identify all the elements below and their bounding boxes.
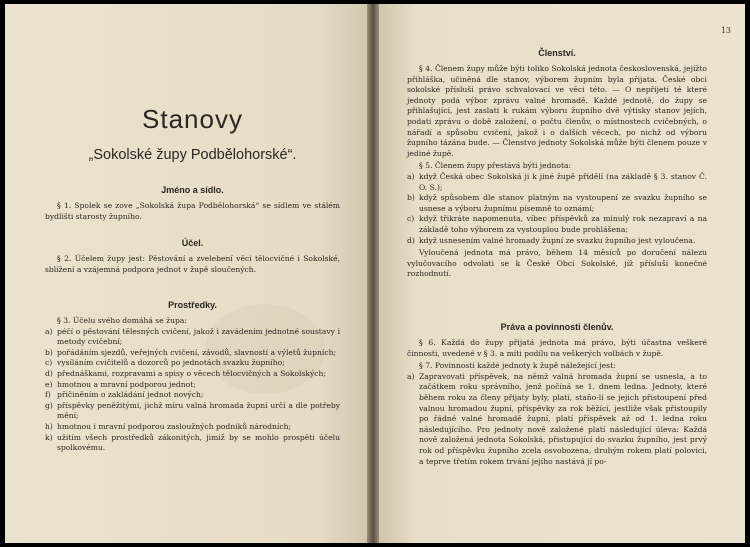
book-spread	[5, 4, 745, 543]
list-item: d) když usnesením valné hromady župní ze svazku župního jest vyloučena.	[407, 235, 696, 245]
section-intro: § 7. Povinnosti každé jednoty k župě náležející jest:	[419, 361, 616, 371]
document-title: Stanovy	[142, 104, 243, 134]
list-item: b) pořádáním sjezdů, veřejných cvičení, závodů, slavností a výletů župních;	[45, 347, 337, 357]
list-item: b) když spůsobem dle stanov platným na vystoupení ze svazku župního se usnese a výboru župnímu písemně to oznámí;	[407, 193, 707, 213]
section-heading: Prostředky.	[168, 300, 217, 310]
section-text: § 4. Členem župy může býti toliko Sokolská jednota československá, jejížto přihláška, učiněná dle stanov, výborem župním byla přijata. České obci sokolské přísluší právo schvalovací ve věci této. — O nepřijetí té které jednoty podá výbor zprávu valné hromadě. Každé jednotě, do župy se přihlašující, jest zaslati k rukám výboru župního dvě výtisky stanov jejích, podati zprávu o době založení, o počtu členův, o místnostech cvičebných, o nářadí a spůsobu cvičení, jakož i o dalších věcech, po nichž od výboru župního tázána bude. — Členstvo jednoty Sokolská může býti členem pouze v jediné župě.	[407, 64, 707, 158]
list-item: a) péčí o pěstování tělesných cvičení, jakož i zavádením jednotné soustavy i metody cvičební;	[45, 326, 340, 347]
list-item: h) hmotnou i mravní podporou zasloužných podniků národních;	[45, 421, 292, 431]
section-heading: Jméno a sídlo.	[161, 185, 224, 195]
section-heading: Účel.	[181, 238, 204, 248]
section-heading: Členství.	[538, 48, 576, 58]
section-ucel	[45, 238, 340, 275]
section-text: § 2. Účelem župy jest: Pěstování a zvelebení věci tělocvičné i Sokolské, sblížení a vzájemná podpora jednot v župě sloučených.	[45, 254, 340, 274]
list-item: a) když Česká obec Sokolská ji k jiné župě přidělí (na základě § 3. stanov Č. O. S.);	[407, 171, 707, 192]
section-prava	[407, 322, 707, 467]
document-subtitle: „Sokolské župy Podbělohorské“.	[88, 147, 297, 163]
section-jmeno	[45, 185, 340, 222]
section-intro: § 5. Členem župy přestává býti jednota:	[419, 161, 572, 171]
page-number: 13	[720, 26, 731, 35]
list-item: e) hmotnou a mravní podporou jednot;	[45, 379, 196, 389]
section-text: § 1. Spolek se zove „Sokolská župa Podbělohorská“ se sídlem ve stálém bydlišti starosty župního.	[45, 201, 340, 221]
list-item: c) vysíláním cvičitelů a dozorců po jednotách svazku župního;	[45, 358, 285, 368]
list-item: f) přičiněním o zakládání jednot nových;	[45, 390, 204, 400]
list-item: k) užitím všech prostředků zákonitých, jimiž by se mohlo prospěti účelu spolkovému.	[45, 432, 340, 453]
section-heading: Práva a povinnosti členův.	[500, 322, 614, 332]
list-item: g) příspěvky peněžitými, jichž míru valná hromada župní určí a dle potřeby mění;	[45, 400, 340, 421]
section-intro: § 3. Účelu svého domáhá se župa:	[57, 316, 187, 325]
section-closing: Vyloučená jednota má právo, během 14 měsíců po doručení nálezu vylučovacího odvolati se k České Obci Sokolské, jíž přísluší konečné rozhodnutí.	[407, 248, 707, 279]
section-text: § 6. Každá do župy přijatá jednota má právo, býti účastna veškeré činnosti, uvedené v § 3. a míti podílu na veškerých volbách v župě.	[407, 338, 707, 358]
left-page	[5, 4, 373, 543]
list-item: c) když třikráte napomenuta, víbec příspěvků za minulý rok nezapraví a na základě toho výborem za vystouplou bude prohlášena;	[407, 214, 707, 234]
section-prostredky	[45, 300, 340, 454]
page-gutter	[373, 4, 379, 543]
section-clenstvi	[407, 48, 707, 280]
list-item: d) přednáškami, rozpravami a spisy o věcech tělocvičných a Sokolských;	[45, 368, 326, 378]
list-item: a) Zapravovati příspěvek, na němž valná hromada župní se usnesla, a to začátkem roku správního, jenž počíná se 1. dnem ledna. Jednoty, které během roku za členy přijaty byly, platí, staño-li se jejich přistoupení před valnou hromadou župní, příspěvky za rok běžící, jestliže však přistoupily po řádné valné hromadě župní, platí příspěvek až od 1. ledna roku následujícího. Pro jednoty nově založené platí následující úleva: Každá nově založená jednota Sokolská, přistupující do svazku župního, jest prvý rok od příspěvku župního zcela osvobozena, druhým rokem platí polovici, a teprve třetím rokem trvání jejího nastává jí po-	[407, 371, 707, 466]
right-page	[373, 4, 745, 543]
